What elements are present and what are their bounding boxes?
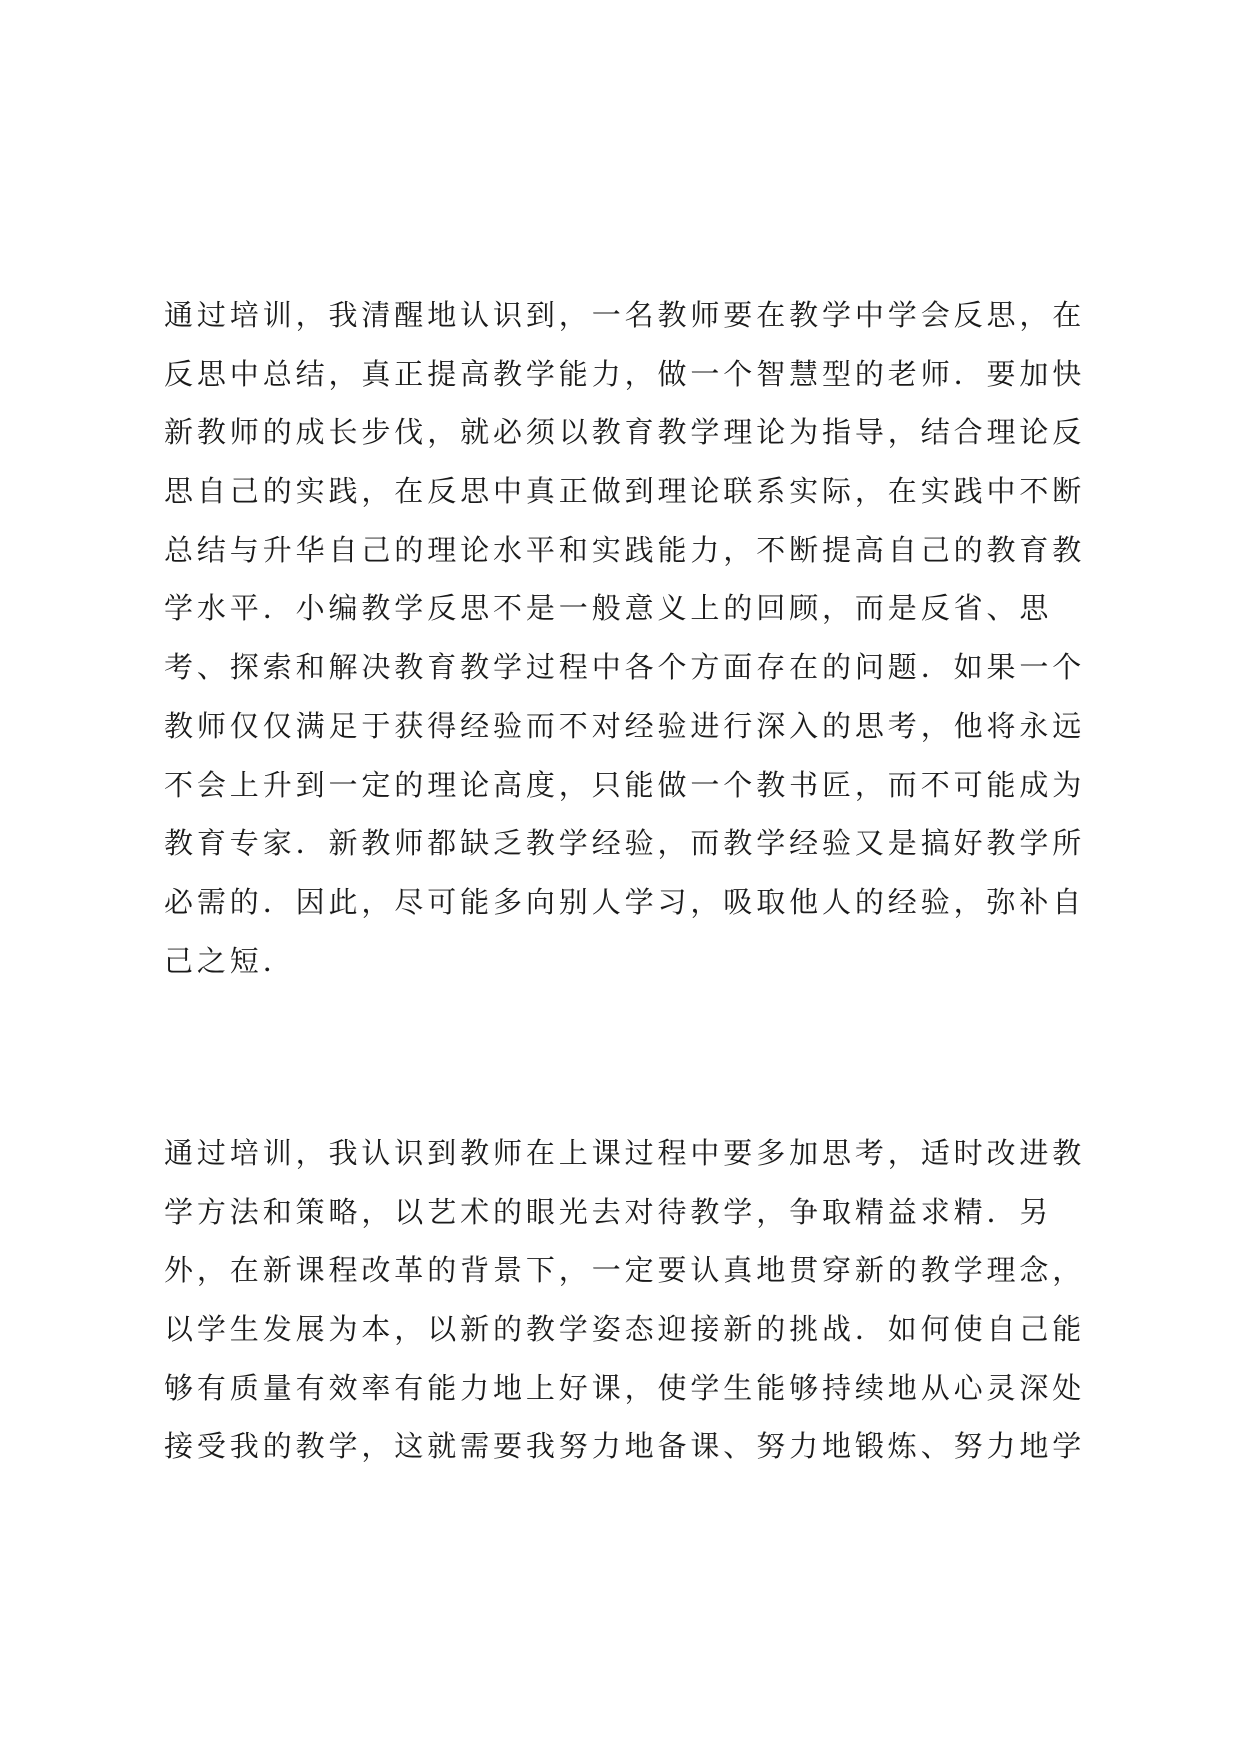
paragraph-line: 学水平．小编教学反思不是一般意义上的回顾，而是反省、思	[164, 591, 1053, 626]
paragraph-2	[164, 1124, 1084, 1476]
paragraph-line: 不会上升到一定的理论高度，只能做一个教书匠，而不可能成为	[164, 767, 1086, 802]
paragraph-line: 己之短．	[164, 943, 296, 978]
paragraph-line: 教师仅仅满足于获得经验而不对经验进行深入的思考，他将永远	[164, 708, 1086, 743]
paragraph-line: 教育专家．新教师都缺乏教学经验，而教学经验又是搞好教学所	[164, 826, 1086, 861]
paragraph-line: 够有质量有效率有能力地上好课，使学生能够持续地从心灵深处	[164, 1370, 1086, 1405]
paragraph-line: 通过培训，我清醒地认识到，一名教师要在教学中学会反思，在	[164, 298, 1086, 332]
paragraph-1	[164, 286, 1084, 990]
paragraph-line: 思自己的实践，在反思中真正做到理论联系实际，在实践中不断	[164, 474, 1086, 509]
paragraph-line: 总结与升华自己的理论水平和实践能力，不断提高自己的教育教	[164, 532, 1086, 567]
paragraph-line: 反思中总结，真正提高教学能力，做一个智慧型的老师．要加快	[164, 356, 1086, 391]
paragraph-line: 考、探索和解决教育教学过程中各个方面存在的问题．如果一个	[164, 650, 1086, 685]
paragraph-line: 以学生发展为本，以新的教学姿态迎接新的挑战．如何使自己能	[164, 1312, 1086, 1347]
paragraph-line: 新教师的成长步伐，就必须以教育教学理论为指导，结合理论反	[164, 415, 1086, 450]
paragraph-line: 通过培训，我认识到教师在上课过程中要多加思考，适时改进教	[164, 1136, 1086, 1170]
paragraph-line: 必需的．因此，尽可能多向别人学习，吸取他人的经验，弥补自	[164, 884, 1086, 919]
paragraph-line: 学方法和策略，以艺术的眼光去对待教学，争取精益求精．另	[164, 1194, 1053, 1229]
paragraph-line: 外，在新课程改革的背景下，一定要认真地贯穿新的教学理念，	[164, 1253, 1086, 1288]
paragraph-line: 接受我的教学，这就需要我努力地备课、努力地锻炼、努力地学	[164, 1429, 1086, 1464]
